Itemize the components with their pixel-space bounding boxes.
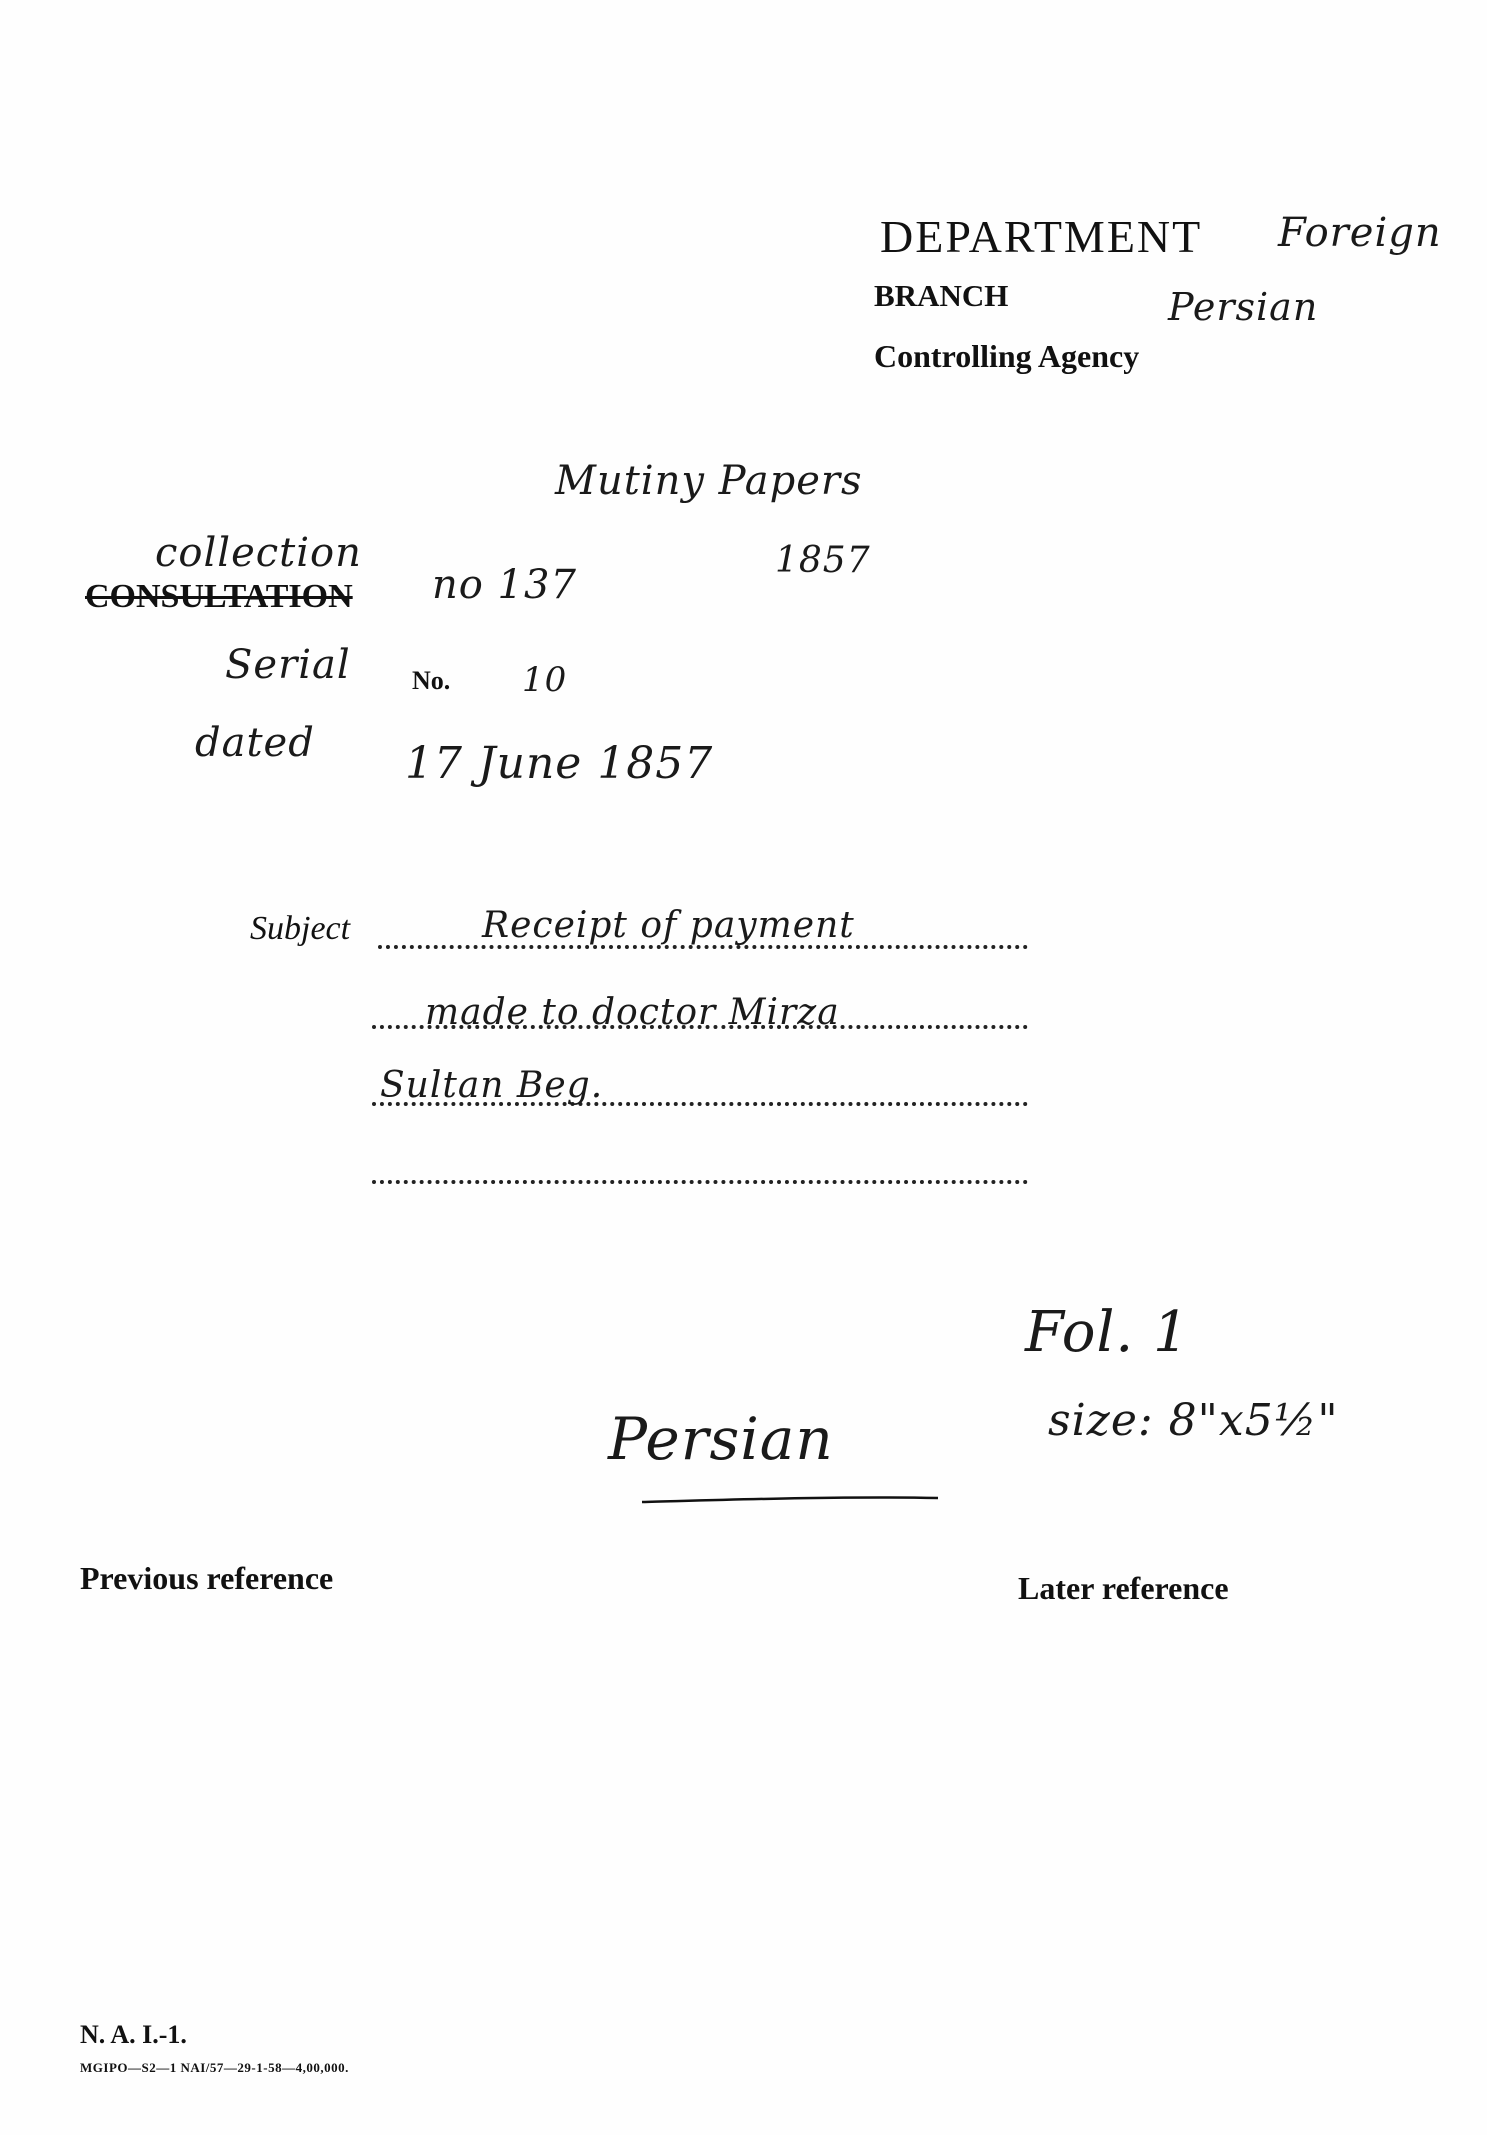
dated-value: 17 June 1857 xyxy=(405,738,714,789)
collection-heading: Mutiny Papers xyxy=(555,458,863,504)
department-label: DEPARTMENT xyxy=(880,211,1203,262)
subject-line-3: Sultan Beg. xyxy=(380,1065,604,1106)
branch-value: Persian xyxy=(1168,285,1319,329)
dated-annotation: dated xyxy=(195,720,315,766)
subject-dotted-line-4 xyxy=(372,1180,1028,1184)
folio-annotation: Fol. 1 xyxy=(1025,1300,1190,1365)
department-value: Foreign xyxy=(1278,210,1442,256)
controlling-agency-label: Controlling Agency xyxy=(874,338,1140,374)
subject-line-2: made to doctor Mirza xyxy=(425,992,840,1033)
form-code: N. A. I.-1. xyxy=(80,2020,187,2049)
branch-label: BRANCH xyxy=(874,278,1009,313)
previous-reference-label: Previous reference xyxy=(80,1560,334,1596)
collection-number: no 137 xyxy=(432,562,577,608)
collection-annotation: collection xyxy=(155,530,362,576)
serial-annotation: Serial xyxy=(225,642,351,688)
size-annotation: size: 8"x5½" xyxy=(1048,1395,1339,1446)
later-reference-label: Later reference xyxy=(1018,1570,1229,1606)
subject-label: Subject xyxy=(250,910,351,947)
number-label: No. xyxy=(412,666,451,695)
language-underline xyxy=(640,1495,940,1505)
serial-number: 10 xyxy=(522,660,568,700)
print-code: MGIPO—S2—1 NAI/57—29-1-58—4,00,000. xyxy=(80,2060,349,2075)
subject-line-1: Receipt of payment xyxy=(482,905,855,946)
collection-year: 1857 xyxy=(775,540,871,581)
language-annotation: Persian xyxy=(608,1405,834,1473)
consultation-label: CONSULTATION xyxy=(85,578,353,615)
